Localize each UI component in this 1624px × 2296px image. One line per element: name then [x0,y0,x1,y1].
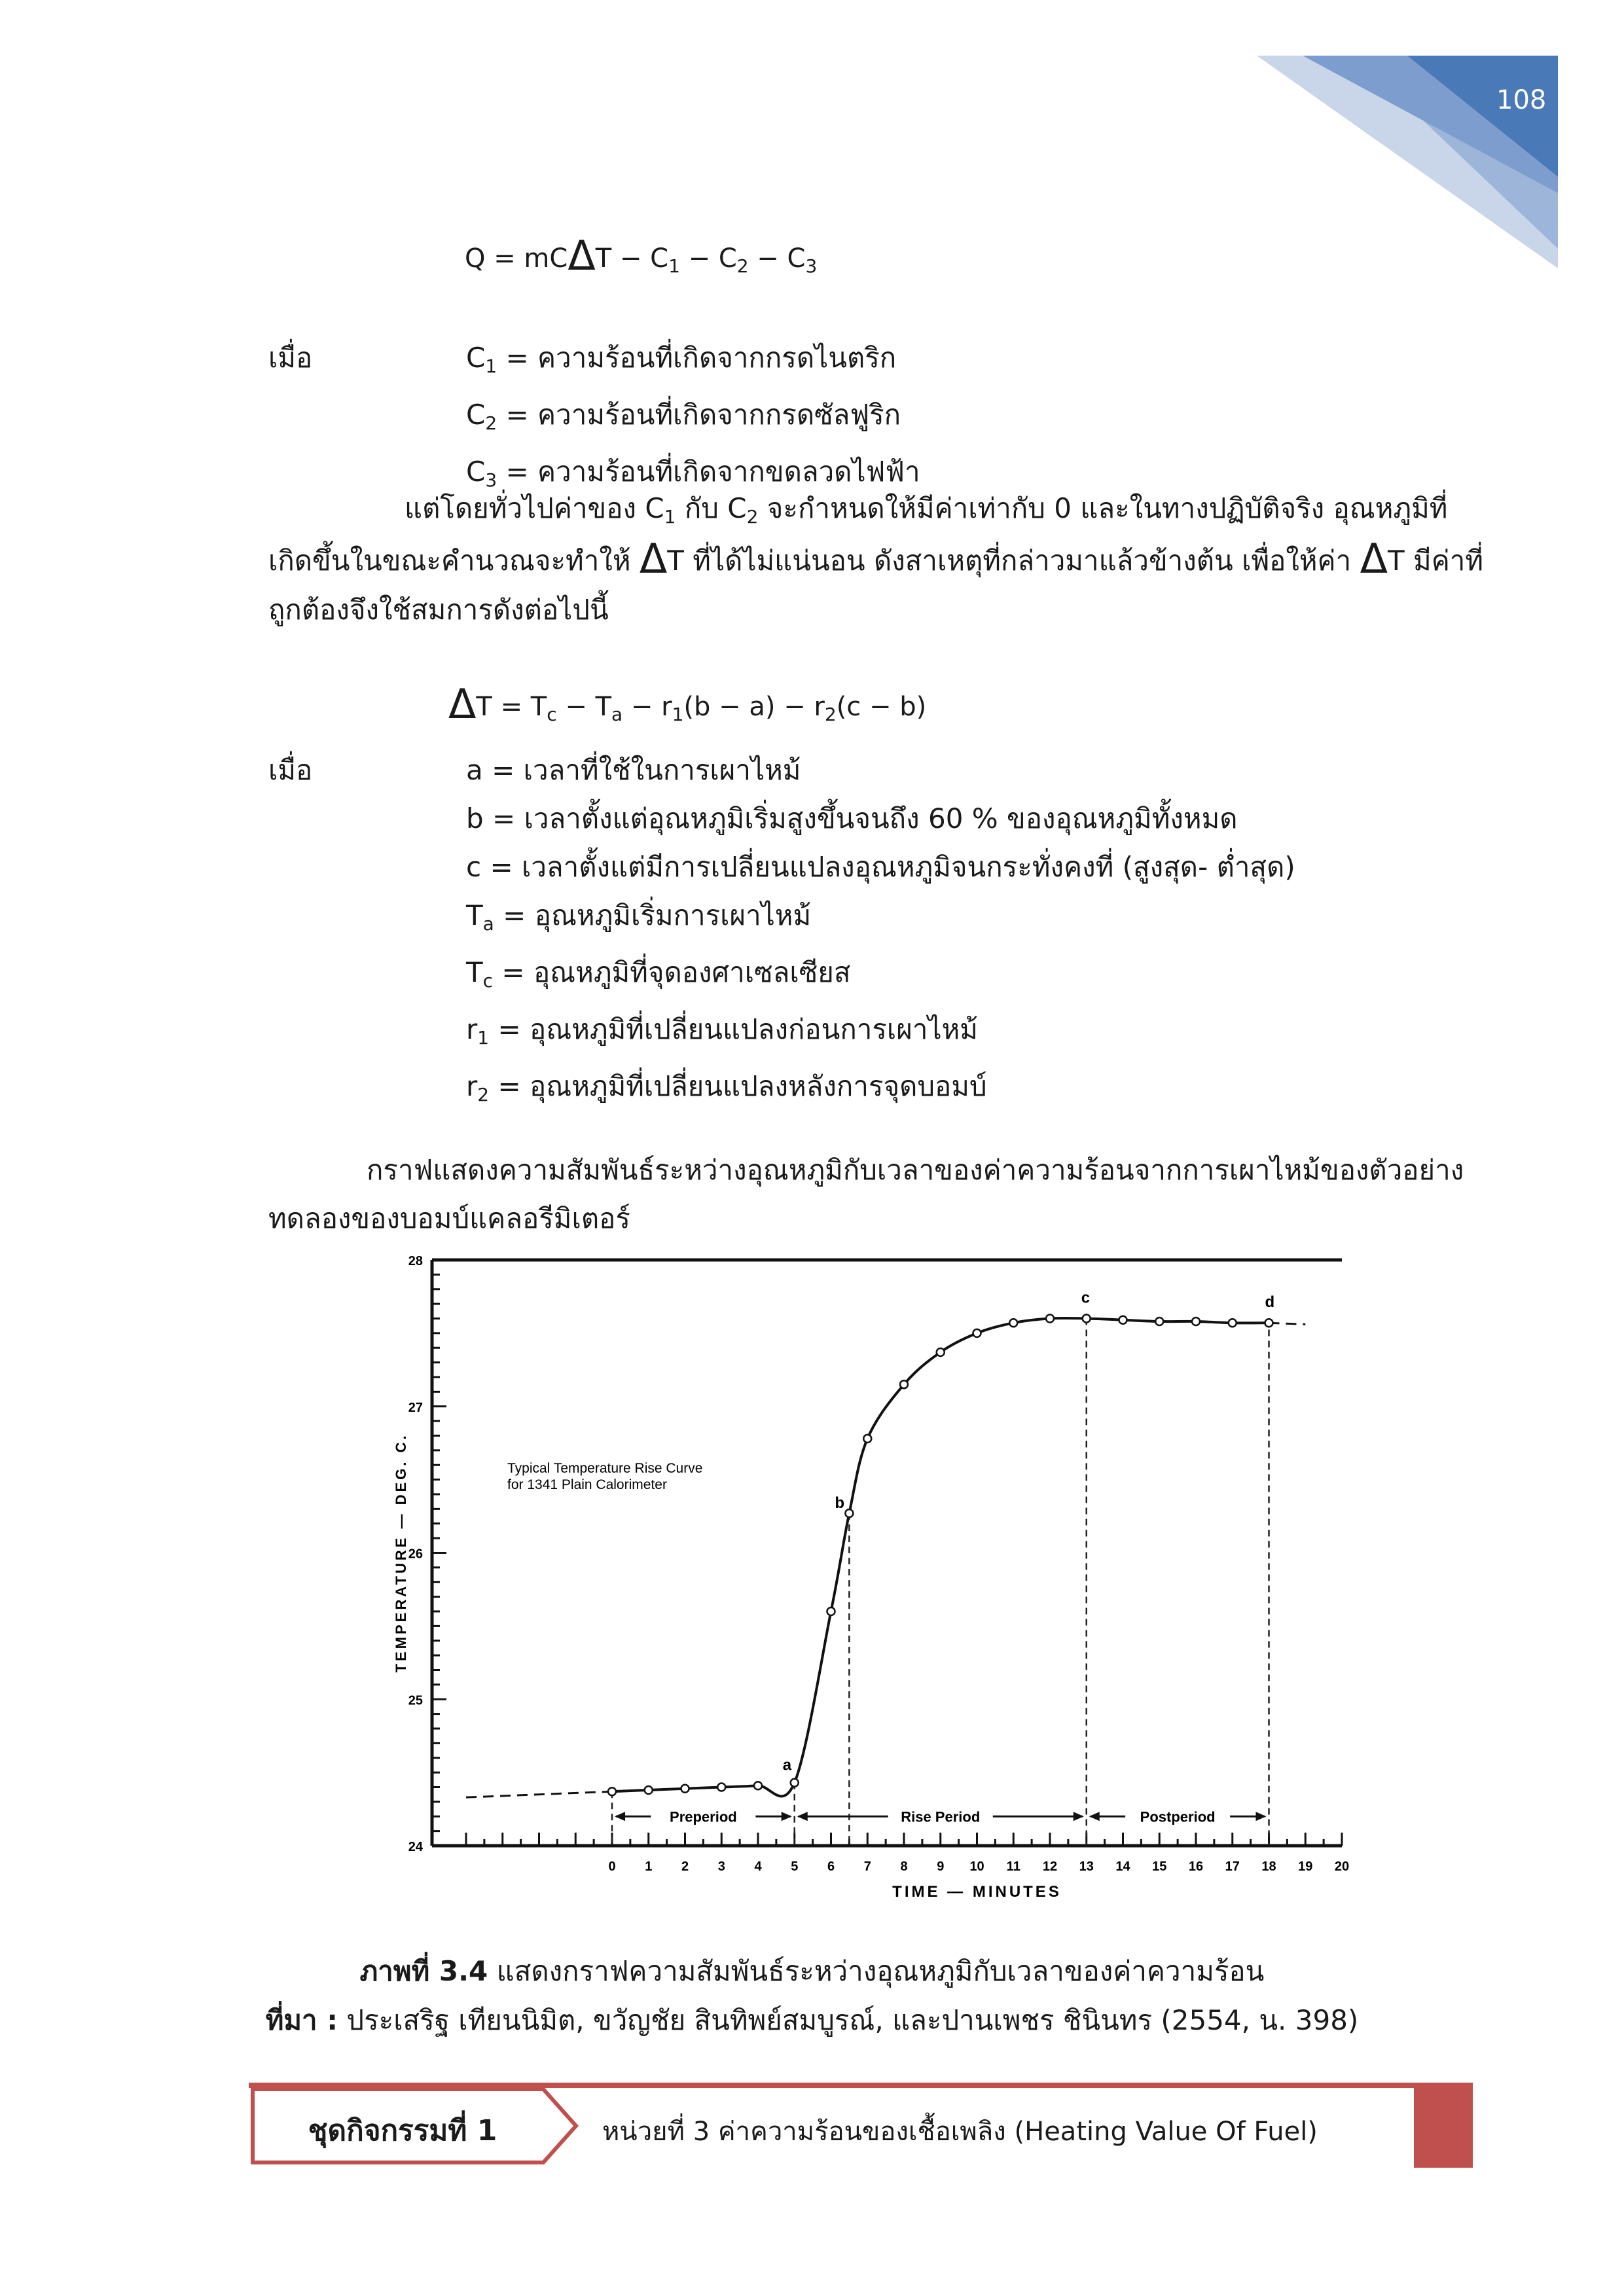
paragraph-1-line-2: เกิดขึ้นในขณะคำนวณจะทำให้ ΔT ที่ได้ไม่แน่นอน ดังสาเหตุที่กล่าวมาแล้วข้างต้น เพื่อให้ค่า ΔT มีค่าที่ [268,535,1484,583]
x-tick-label: 17 [1225,1859,1240,1874]
period-label: Preperiod [670,1808,737,1825]
x-tick-label: 20 [1334,1859,1350,1874]
x-tick-label: 10 [969,1859,984,1874]
chart-legend-line-1: Typical Temperature Rise Curve [507,1461,703,1476]
point-label-c: c [1081,1289,1091,1307]
definition-r2: $r_2$ = อุณหภูมิที่เปลี่ยนแปลงหลังการจุดบอมบ์ [466,1070,987,1105]
x-tick-label: 9 [937,1859,945,1874]
data-point [754,1782,762,1789]
paragraph-1-line-3: ถูกต้องจึงใช้สมการดังต่อไปนี้ [268,594,609,626]
temperature-curve [612,1318,1269,1797]
x-axis-label: TIME — MINUTES [892,1883,1062,1901]
data-point [845,1509,853,1517]
period-label: Postperiod [1140,1808,1216,1825]
x-tick-label: 6 [827,1859,835,1874]
data-point [973,1329,981,1337]
x-tick-label: 15 [1152,1859,1167,1874]
definition-ta: $T_a$ = อุณหภูมิเริ่มการเผาไหม้ [466,899,812,935]
page-number: 108 [1496,85,1547,115]
data-point [863,1435,871,1443]
point-label-a: a [782,1756,792,1774]
y-tick-label: 24 [408,1840,423,1854]
x-tick-label: 7 [863,1859,871,1874]
data-point [1155,1318,1163,1325]
x-tick-label: 16 [1188,1859,1204,1874]
x-tick-label: 8 [900,1859,908,1874]
where-list-2 [466,746,1295,1119]
paragraph-1-line-1: แต่โดยทั่วไปค่าของ $C_1$ กับ $C_2$ จะกำหนดให้มีค่าเท่ากับ 0 และในทางปฏิบัติจริง อุณหภูมิที่ [405,492,1448,528]
data-point [645,1786,653,1794]
period-arrowhead [615,1812,625,1821]
footer-activity-label: ชุดกิจกรรมที่ 1 [308,2114,497,2147]
post-period-extrapolation [1269,1323,1306,1324]
where-label-1: เมื่อ [268,342,313,374]
period-arrowhead [1074,1812,1084,1821]
data-point [937,1348,945,1356]
data-point [1046,1315,1054,1323]
data-point [791,1779,799,1787]
data-point [1119,1316,1127,1324]
x-tick-label: 3 [717,1859,725,1874]
figure-caption: ภาพที่ 3.4 แสดงกราฟความสัมพันธ์ระหว่างอุณหภูมิกับเวลาของค่าความร้อน [359,1955,1265,1987]
x-tick-label: 12 [1042,1859,1058,1874]
x-tick-label: 5 [791,1859,799,1874]
x-tick-label: 13 [1079,1859,1094,1874]
definition-b: b = เวลาตั้งแต่อุณหภูมิเริ่มสูงขึ้นจนถึง 60 % ของอุณหภูมิทั้งหมด [466,802,1238,834]
data-point [1083,1315,1091,1323]
period-arrowhead [782,1812,792,1821]
definition-a: a = เวลาที่ใช้ในการเผาไหม้ [466,754,801,786]
data-point [608,1787,616,1795]
data-point [900,1380,908,1388]
data-point [681,1785,689,1793]
x-tick-label: 18 [1261,1859,1276,1874]
y-tick-label: 27 [408,1400,423,1415]
x-tick-label: 14 [1115,1859,1130,1874]
definition-c3: $C_3$ = ความร้อนที่เกิดจากขดลวดไฟฟ้า [466,456,920,491]
x-tick-label: 2 [681,1859,689,1874]
paragraph-2-line-2: ทดลองของบอมบ์แคลอรีมิเตอร์ [268,1202,630,1234]
x-tick-label: 4 [754,1859,762,1874]
period-arrowhead [1089,1812,1100,1821]
definition-tc: $T_c$ = อุณหภูมิที่จุดองศาเซลเซียส [466,956,851,992]
pre-period-extrapolation [466,1791,612,1797]
period-arrowhead [1256,1812,1267,1821]
where-label-2: เมื่อ [268,754,313,786]
chart-legend-line-2: for 1341 Plain Calorimeter [507,1477,667,1492]
definition-r1: $r_1$ = อุณหภูมิที่เปลี่ยนแปลงก่อนการเผาไหม้ [466,1013,978,1049]
x-tick-label: 11 [1006,1859,1020,1874]
data-point [827,1607,835,1615]
temperature-rise-chart [380,1244,1375,1931]
period-arrowhead [797,1812,808,1821]
data-point [1009,1319,1017,1327]
y-tick-label: 25 [408,1693,423,1708]
data-point [1229,1319,1236,1327]
definition-c: c = เวลาตั้งแต่มีการเปลี่ยนแปลงอุณหภูมิจนกระทั่งคงที่ (สูงสุด- ต่ำสุด) [466,851,1295,883]
definition-c2: $C_2$ = ความร้อนที่เกิดจากกรดซัลฟูริก [466,399,901,434]
paragraph-2-line-1: กราฟแสดงความสัมพันธ์ระหว่างอุณหภูมิกับเวลาของค่าความร้อนจากการเผาไหม้ของตัวอย่าง [367,1154,1464,1186]
footer-unit-text: หน่วยที่ 3 ค่าความร้อนของเชื้อเพลิง (Heating Value Of Fuel) [602,2117,1318,2147]
y-axis-label: TEMPERATURE — DEG. C. [393,1433,409,1673]
data-point [717,1784,725,1791]
figure-source: ที่มา : ประเสริฐ เทียนนิมิต, ขวัญชัย สินทิพย์สมบูรณ์, และปานเพชร ชินินทร (2554, น. 398) [265,2004,1359,2036]
point-label-d: d [1265,1293,1275,1312]
point-label-b: b [835,1494,845,1513]
y-tick-label: 28 [408,1254,423,1268]
data-point [1265,1319,1273,1327]
x-tick-label: 1 [645,1859,653,1874]
where-list-1 [466,334,920,505]
x-tick-label: 19 [1298,1859,1313,1874]
y-tick-label: 26 [408,1547,423,1562]
definition-c1: $C_1$ = ความร้อนที่เกิดจากกรดไนตริก [466,342,897,377]
equation-delta-t: $\Delta T = T_c - T_a - r_1(b - a) - r_2(c - b)$ [448,680,927,728]
data-point [1192,1318,1200,1325]
equation-q: $Q = mC\Delta T - C_1 - C_2 - C_3$ [465,232,818,279]
period-label: Rise Period [901,1808,981,1825]
x-tick-label: 0 [608,1859,616,1874]
